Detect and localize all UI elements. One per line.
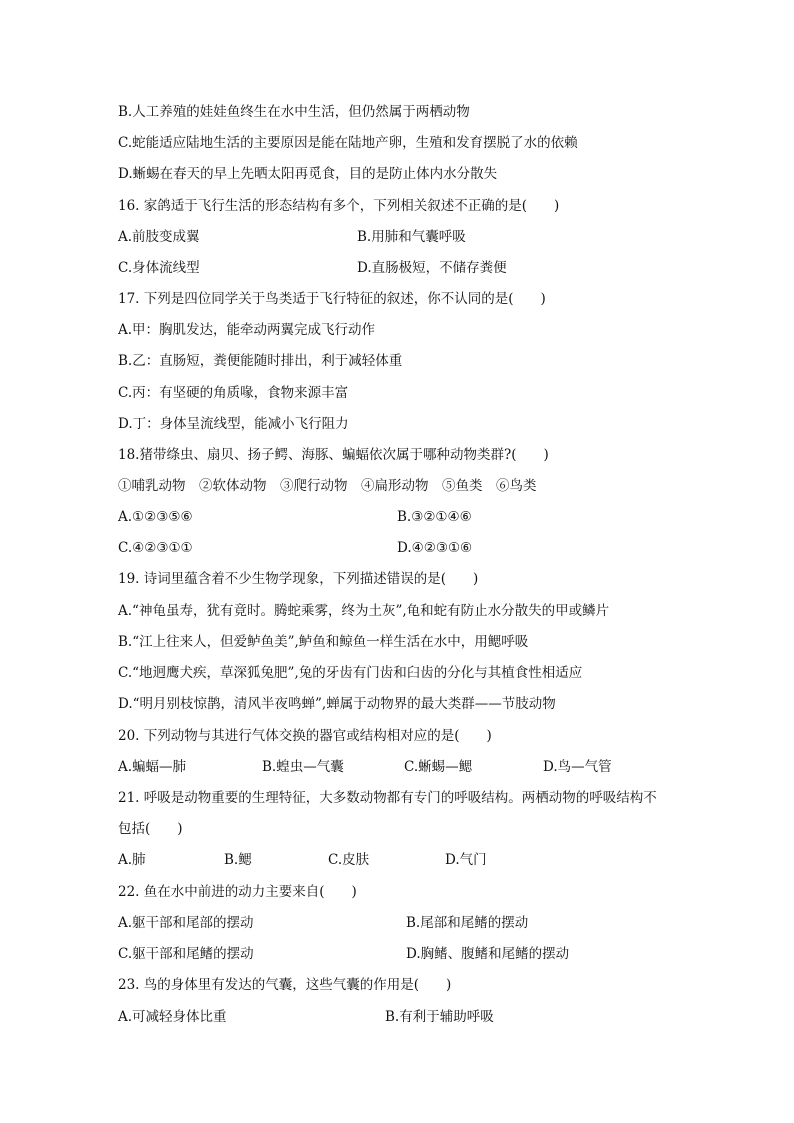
q19-option-d: D.“明月别枝惊鹊，清风半夜鸣蝉”,蝉属于动物界的最大类群——节肢动物 [118,696,556,712]
question-22: 22. 鱼在水中前进的动力主要来自( ) [118,884,357,900]
q18-option-b: B.③②①④⑥ [397,509,472,525]
question-17: 17. 下列是四位同学关于鸟类适于飞行特征的叙述，你不认同的是( ) [118,291,546,307]
q20-option-c: C.蜥蜴—鳃 [404,759,473,775]
q22-option-a: A.躯干部和尾部的摆动 [118,915,254,931]
q15-option-c: C.蛇能适应陆地生活的主要原因是能在陆地产卵，生殖和发育摆脱了水的依赖 [118,135,578,151]
q16-option-a: A.前肢变成翼 [118,229,200,245]
question-21-continued: 包括( ) [118,821,183,837]
q15-option-d: D.蜥蜴在春天的早上先晒太阳再觅食，目的是防止体内水分散失 [118,166,498,182]
q17-option-d: D.丁：身体呈流线型，能减小飞行阻力 [118,416,349,432]
q16-option-b: B.用肺和气囊呼吸 [357,229,466,245]
q20-option-b: B.蝗虫—气囊 [262,759,344,775]
question-19: 19. 诗词里蕴含着不少生物学现象，下列描述错误的是( ) [118,571,479,587]
q17-option-c: C.丙：有坚硬的角质喙，食物来源丰富 [118,385,349,401]
question-23: 23. 鸟的身体里有发达的气囊，这些气囊的作用是( ) [118,977,452,993]
q19-option-b: B.“江上往来人，但爱鲈鱼美”,鲈鱼和鲸鱼一样生活在水中，用鳃呼吸 [118,634,529,650]
question-20: 20. 下列动物与其进行气体交换的器官或结构相对应的是( ) [118,728,492,744]
q18-option-d: D.④②③①⑥ [397,540,473,556]
q16-option-d: D.直肠极短，不储存粪便 [357,260,507,276]
q20-option-d: D.鸟—气管 [543,759,612,775]
q21-option-c: C.皮肤 [328,852,370,868]
question-18: 18.猪带绦虫、扇贝、扬子鳄、海豚、蝙蝠依次属于哪种动物类群?( ) [118,447,549,463]
q18-option-a: A.①②③⑤⑥ [118,509,193,525]
q17-option-b: B.乙：直肠短，粪便能随时排出，利于减轻体重 [118,353,403,369]
q17-option-a: A.甲：胸肌发达，能牵动两翼完成飞行动作 [118,322,376,338]
q21-option-a: A.肺 [118,852,146,868]
q15-option-b: B.人工养殖的娃娃鱼终生在水中生活，但仍然属于两栖动物 [118,104,470,120]
q20-option-a: A.蝙蝠—肺 [118,759,187,775]
q21-option-d: D.气门 [445,852,487,868]
q22-option-c: C.躯干部和尾鳍的摆动 [118,946,254,962]
q19-option-c: C.“地迥鹰犬疾，草深狐兔肥”,兔的牙齿有门齿和臼齿的分化与其植食性相适应 [118,665,583,681]
q18-category-list: ①哺乳动物 ②软体动物 ③爬行动物 ④扁形动物 ⑤鱼类 ⑥鸟类 [118,478,537,494]
q22-option-b: B.尾部和尾鳍的摆动 [406,915,529,931]
question-21: 21. 呼吸是动物重要的生理特征，大多数动物都有专门的呼吸结构。两栖动物的呼吸结构不 [118,790,657,806]
q23-option-a: A.可减轻身体比重 [118,1009,227,1025]
q16-option-c: C.身体流线型 [118,260,200,276]
question-16: 16. 家鸽适于飞行生活的形态结构有多个，下列相关叙述不正确的是( ) [118,198,560,214]
q19-option-a: A.“神龟虽寿，犹有竟时。腾蛇乘雾，终为土灰”,龟和蛇有防止水分散失的甲或鳞片 [118,603,610,619]
q23-option-b: B.有利于辅助呼吸 [385,1009,494,1025]
q18-option-c: C.④②③①① [118,540,193,556]
q21-option-b: B.鳃 [224,852,252,868]
q22-option-d: D.胸鳍、腹鳍和尾鳍的摆动 [406,946,570,962]
